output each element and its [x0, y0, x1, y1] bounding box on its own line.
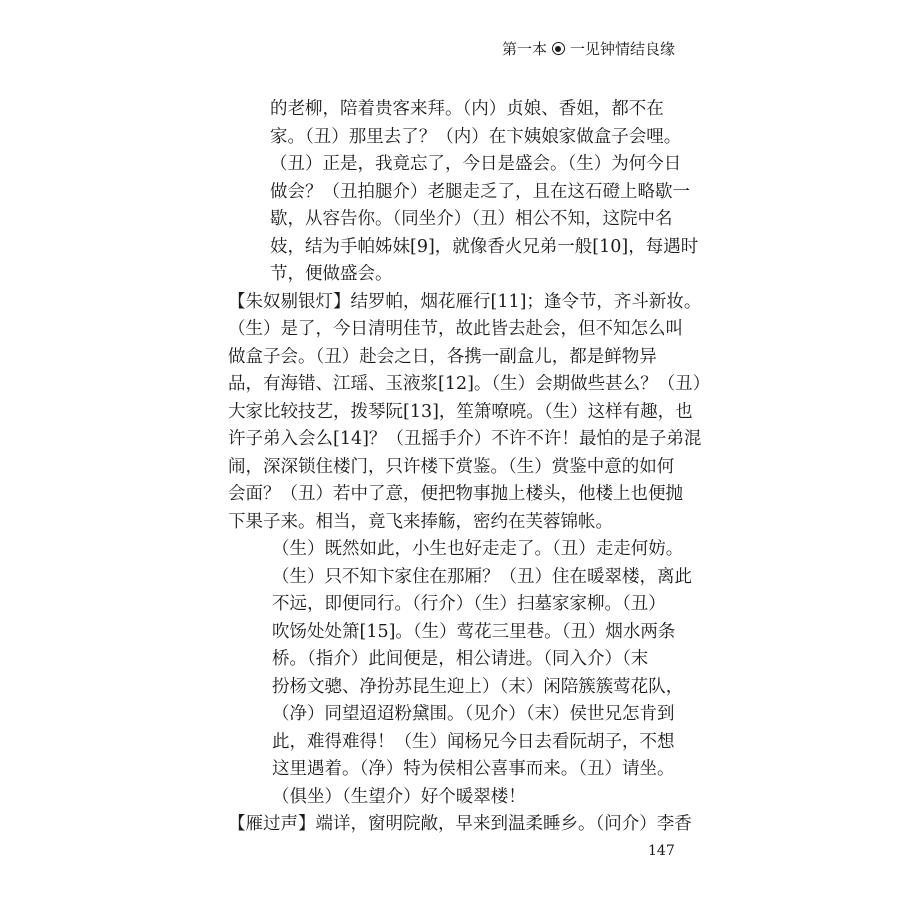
- text-line: （丑）正是，我竟忘了，今日是盛会。（生）为何今日: [270, 154, 682, 174]
- text-line: 品，有海错、江瑶、玉液浆[12]。（生）会期做些甚么？（丑）: [228, 374, 711, 394]
- text-line: 闹，深深锁住楼门，只许楼下赏鉴。（生）赏鉴中意的如何: [228, 456, 675, 477]
- text-line: 许子弟入会么[14]？（丑摇手介）不许不许！最怕的是子弟混: [228, 429, 702, 449]
- text-line: 节，便做盛会。: [270, 264, 393, 284]
- text-line: 会面？（丑）若中了意，便把物事抛上楼头，他楼上也便抛: [228, 484, 683, 504]
- text-line: 做会？（丑拍腿介）老腿走乏了，且在这石磴上略歇一: [270, 181, 690, 202]
- header-chapter: 一见钟情结良缘: [569, 40, 675, 58]
- text-line: 歇，从容告你。（同坐介）（丑）相公不知，这院中名: [270, 209, 673, 229]
- text-line: 此，难得难得！（生）闻杨兄今日去看阮胡子，不想: [272, 731, 675, 752]
- text-line: 这里遇着。（净）特为侯相公喜事而来。（丑）请坐。: [272, 759, 675, 779]
- text-line: 妓，结为手帕姊妹[9]，就像香火兄弟一般[10]，每遇时: [270, 236, 699, 257]
- text-line: 大家比较技艺，拨琴阮[13]，笙箫嘹喨。（生）这样有趣，也: [228, 401, 693, 422]
- text-line: 桥。（指介）此间便是，相公请进。（同入介）（末: [272, 649, 649, 669]
- page-number: 147: [648, 842, 675, 859]
- text-line: （生）是了，今日清明佳节，故此皆去赴会，但不知怎么叫: [228, 319, 683, 339]
- text-line: （净）同望迢迢粉黛围。（见介）（末）侯世兄怎肯到: [272, 704, 675, 724]
- text-line: 家。（丑）那里去了？（内）在卞姨娘家做盒子会哩。: [270, 126, 682, 147]
- text-line: 的老柳，陪着贵客来拜。（内）贞娘、香姐，都不在: [270, 99, 664, 119]
- text-line: （生）只不知卞家住在那厢？（丑）住在暖翠楼，离此: [272, 566, 692, 587]
- text-line: （俱坐）（生望介）好个暖翠楼！: [272, 786, 526, 807]
- text-line: 扮杨文骢、净扮苏昆生迎上）（末）闲陪簇簇莺花队，: [272, 676, 684, 697]
- bullet-circle-icon: [552, 42, 565, 55]
- text-line: 下果子来。相当，竟飞来捧觞，密约在芙蓉锦帐。: [228, 511, 613, 532]
- aria-line: 【雁过声】端详，窗明院敞，早来到温柔睡乡。（问介）李香: [228, 814, 692, 834]
- text-line: 做盒子会。（丑）赴会之日，各携一副盒儿，都是鲜物异: [228, 346, 657, 367]
- text-line: 不远，即便同行。（行介）（生）扫墓家家柳。（丑）: [272, 594, 666, 614]
- text-line: 吹饧处处箫[15]。（生）莺花三里巷。（丑）烟水两条: [272, 621, 676, 642]
- aria-line: 【朱奴剔银灯】结罗帕，烟花雁行[11]；逢令节，齐斗新妆。: [228, 291, 702, 312]
- running-header: [502, 38, 675, 59]
- text-line: （生）既然如此，小生也好走走了。（丑）走走何妨。: [272, 539, 684, 559]
- header-part: 第一本: [501, 40, 547, 58]
